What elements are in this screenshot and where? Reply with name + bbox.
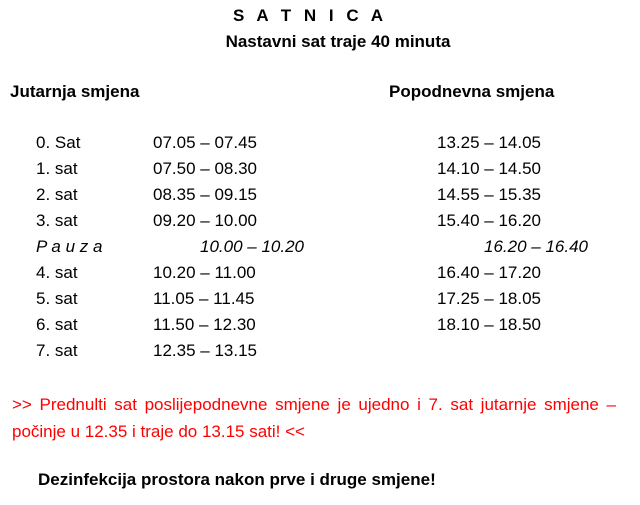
morning-row-label: 1. sat	[36, 159, 78, 178]
morning-row-time: 11.05 – 11.45	[153, 289, 255, 308]
afternoon-row-time: 13.25 – 14.05	[437, 133, 541, 152]
afternoon-row-time: 17.25 – 18.05	[437, 289, 541, 308]
page-title: S A T N I C A	[233, 6, 387, 25]
morning-row-label: 4. sat	[36, 263, 78, 282]
pause-time-morning: 10.00 – 10.20	[200, 237, 304, 256]
morning-row-label: 7. sat	[36, 341, 78, 360]
disinfection-notice: Dezinfekcija prostora nakon prve i druge smjene!	[38, 470, 436, 489]
afternoon-row-time: 14.55 – 15.35	[437, 185, 541, 204]
afternoon-row-time: 16.40 – 17.20	[437, 263, 541, 282]
pause-label: P a u z a	[36, 237, 103, 256]
morning-row-time: 09.20 – 10.00	[153, 211, 257, 230]
afternoon-row-time: 15.40 – 16.20	[437, 211, 541, 230]
morning-row-time: 11.50 – 12.30	[153, 315, 256, 334]
morning-row-time: 12.35 – 13.15	[153, 341, 257, 360]
afternoon-row-time: 18.10 – 18.50	[437, 315, 541, 334]
morning-shift-heading: Jutarnja smjena	[10, 82, 140, 101]
afternoon-row-time: 14.10 – 14.50	[437, 159, 541, 178]
morning-row-label: 2. sat	[36, 185, 78, 204]
morning-row-label: 6. sat	[36, 315, 78, 334]
page-subtitle: Nastavni sat traje 40 minuta	[225, 32, 451, 51]
morning-row-label: 5. sat	[36, 289, 78, 308]
morning-row-label: 3. sat	[36, 211, 78, 230]
morning-row-time: 08.35 – 09.15	[153, 185, 257, 204]
morning-row-time: 07.05 – 07.45	[153, 133, 257, 152]
morning-afternoon-note: >> Prednulti sat poslijepodnevne smjene je ujedno i 7. sat jutarnje smjene – počinje u 12.35 i traje do 13.15 sati! <<	[12, 395, 616, 441]
morning-row-time: 07.50 – 08.30	[153, 159, 257, 178]
morning-row-time: 10.20 – 11.00	[153, 263, 256, 282]
morning-row-label: 0. Sat	[36, 133, 81, 152]
pause-time-afternoon: 16.20 – 16.40	[484, 237, 588, 256]
afternoon-shift-heading: Popodnevna smjena	[389, 82, 555, 101]
